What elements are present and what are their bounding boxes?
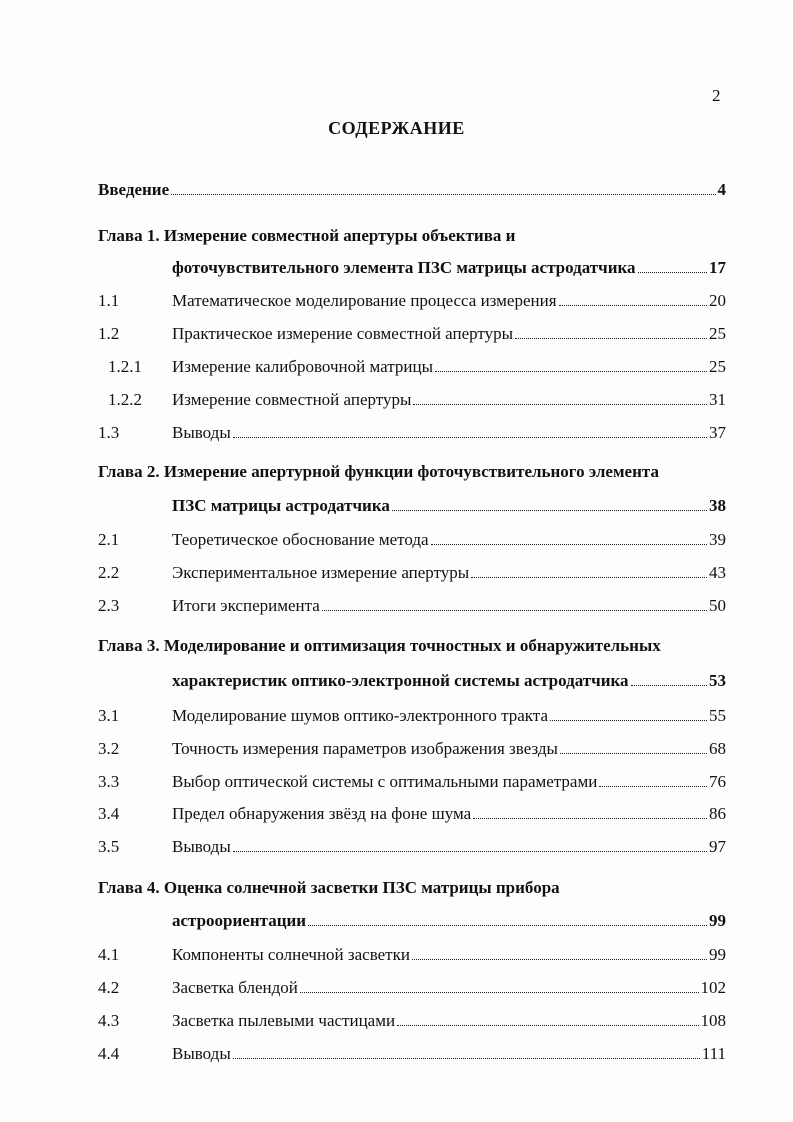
toc-entry-page: 17 [709, 258, 726, 277]
toc-entry-text: астроориентации [172, 911, 307, 930]
toc-entry-page: 108 [700, 1011, 726, 1030]
chapter-2-title-line1: Глава 2. Измерение апертурной функции фоточувствительного элемента [98, 462, 659, 481]
leader-dots [300, 992, 699, 993]
section-number: 4.2 [98, 978, 120, 997]
section-number: 1.1 [98, 291, 120, 310]
toc-entry-page: 43 [709, 563, 726, 582]
toc-entry-2-3[interactable] [98, 592, 726, 616]
toc-entry-page: 86 [709, 804, 726, 823]
leader-dots [515, 338, 707, 339]
section-number: 3.5 [98, 837, 120, 856]
leader-dots [233, 851, 707, 852]
toc-entry-chapter-1[interactable] [98, 254, 726, 278]
section-number: 4.1 [98, 945, 120, 964]
section-number: 2.1 [98, 530, 120, 549]
section-number: 1.3 [98, 423, 120, 442]
section-number: 2.3 [98, 596, 120, 615]
leader-dots [599, 786, 707, 787]
toc-entry-page: 25 [709, 324, 726, 343]
toc-entry-1-1[interactable] [98, 287, 726, 311]
toc-entry-page: 102 [700, 978, 726, 997]
toc-entry-page: 31 [709, 390, 726, 409]
toc-entry-3-5[interactable] [98, 833, 726, 857]
chapter-4-title-line1: Глава 4. Оценка солнечной засветки ПЗС матрицы прибора [98, 878, 560, 897]
leader-dots [631, 685, 707, 686]
section-number: 3.3 [98, 772, 120, 791]
toc-entry-text: Предел обнаружения звёзд на фоне шума [172, 804, 472, 823]
toc-entry-text: Практическое измерение совместной апертуры [172, 324, 514, 343]
toc-entry-4-1[interactable] [98, 941, 726, 965]
toc-entry-text: Выводы [172, 837, 231, 856]
toc-entry-text: Введение [98, 180, 170, 199]
toc-entry-page: 39 [709, 530, 726, 549]
chapter-1-title-line1: Глава 1. Измерение совместной апертуры объектива и [98, 226, 516, 245]
toc-entry-chapter-3[interactable] [98, 667, 726, 691]
leader-dots [560, 753, 707, 754]
toc-entry-text: ПЗС матрицы астродатчика [172, 496, 390, 515]
toc-entry-intro[interactable] [98, 176, 726, 200]
toc-entry-2-1[interactable] [98, 526, 726, 550]
section-number: 3.2 [98, 739, 120, 758]
toc-entry-page: 50 [709, 596, 726, 615]
toc-entry-3-3[interactable] [98, 768, 726, 792]
leader-dots [171, 194, 715, 195]
section-number: 3.1 [98, 706, 120, 725]
toc-entry-page: 38 [709, 496, 726, 515]
toc-entry-text: Точность измерения параметров изображения звезды [172, 739, 558, 758]
leader-dots [322, 610, 707, 611]
toc-entry-text: характеристик оптико-электронной системы астродатчика [172, 671, 629, 690]
toc-entry-page: 37 [709, 423, 726, 442]
section-number: 1.2 [98, 324, 120, 343]
toc-entry-page: 99 [709, 911, 726, 930]
toc-entry-page: 55 [709, 706, 726, 725]
toc-entry-text: Измерение калибровочной матрицы [172, 357, 433, 376]
toc-entry-text: Выводы [172, 423, 231, 442]
toc-entry-chapter-4[interactable] [98, 907, 726, 931]
section-number: 4.3 [98, 1011, 120, 1030]
toc-entry-1-2-2[interactable] [98, 386, 726, 410]
leader-dots [412, 959, 707, 960]
toc-entry-text: Экспериментальное измерение апертуры [172, 563, 470, 582]
chapter-3-title-line1: Глава 3. Моделирование и оптимизация точностных и обнаружительных [98, 636, 661, 655]
leader-dots [559, 305, 707, 306]
leader-dots [392, 510, 707, 511]
toc-entry-page: 97 [709, 837, 726, 856]
toc-entry-page: 99 [709, 945, 726, 964]
leader-dots [397, 1025, 698, 1026]
section-number: 1.2.1 [108, 357, 142, 376]
leader-dots [471, 577, 707, 578]
toc-entry-page: 25 [709, 357, 726, 376]
toc-entry-4-3[interactable] [98, 1007, 726, 1031]
toc-entry-text: Моделирование шумов оптико-электронного тракта [172, 706, 548, 725]
section-number: 4.4 [98, 1044, 120, 1063]
toc-entry-page: 111 [701, 1044, 726, 1063]
page-title: СОДЕРЖАНИЕ [328, 118, 465, 138]
toc-entry-4-4[interactable] [98, 1040, 726, 1064]
leader-dots [431, 544, 707, 545]
toc-entry-text: Теоретическое обоснование метода [172, 530, 429, 549]
toc-entry-1-2-1[interactable] [98, 353, 726, 377]
toc-entry-page: 4 [717, 180, 726, 199]
toc-entry-1-3[interactable] [98, 419, 726, 443]
toc-entry-text: Засветка пылевыми частицами [172, 1011, 396, 1030]
toc-entry-2-2[interactable] [98, 559, 726, 583]
toc-entry-text: Математическое моделирование процесса измерения [172, 291, 557, 310]
leader-dots [413, 404, 707, 405]
section-number: 2.2 [98, 563, 120, 582]
toc-entry-3-2[interactable] [98, 735, 726, 759]
leader-dots [308, 925, 707, 926]
leader-dots [233, 1058, 700, 1059]
toc-entry-text: Компоненты солнечной засветки [172, 945, 410, 964]
leader-dots [638, 272, 707, 273]
toc-entry-text: фоточувствительного элемента ПЗС матрицы астродатчика [172, 258, 636, 277]
toc-entry-text: Засветка блендой [172, 978, 298, 997]
toc-entry-page: 53 [709, 671, 726, 690]
leader-dots [473, 818, 707, 819]
toc-entry-text: Итоги эксперимента [172, 596, 320, 615]
toc-entry-3-1[interactable] [98, 702, 726, 726]
section-number: 1.2.2 [108, 390, 142, 409]
toc-entry-page: 20 [709, 291, 726, 310]
section-number: 3.4 [98, 804, 120, 823]
toc-entry-text: Измерение совместной апертуры [172, 390, 412, 409]
toc-entry-text: Выбор оптической системы с оптимальными параметрами [172, 772, 598, 791]
leader-dots [233, 437, 707, 438]
toc-entry-chapter-2[interactable] [98, 492, 726, 516]
toc-entry-4-2[interactable] [98, 974, 726, 998]
toc-entry-1-2[interactable] [98, 320, 726, 344]
leader-dots [435, 371, 707, 372]
leader-dots [550, 720, 707, 721]
toc-entry-text: Выводы [172, 1044, 231, 1063]
toc-entry-page: 76 [709, 772, 726, 791]
toc-entry-3-4[interactable] [98, 800, 726, 824]
toc-entry-page: 68 [709, 739, 726, 758]
page-number: 2 [712, 86, 721, 105]
